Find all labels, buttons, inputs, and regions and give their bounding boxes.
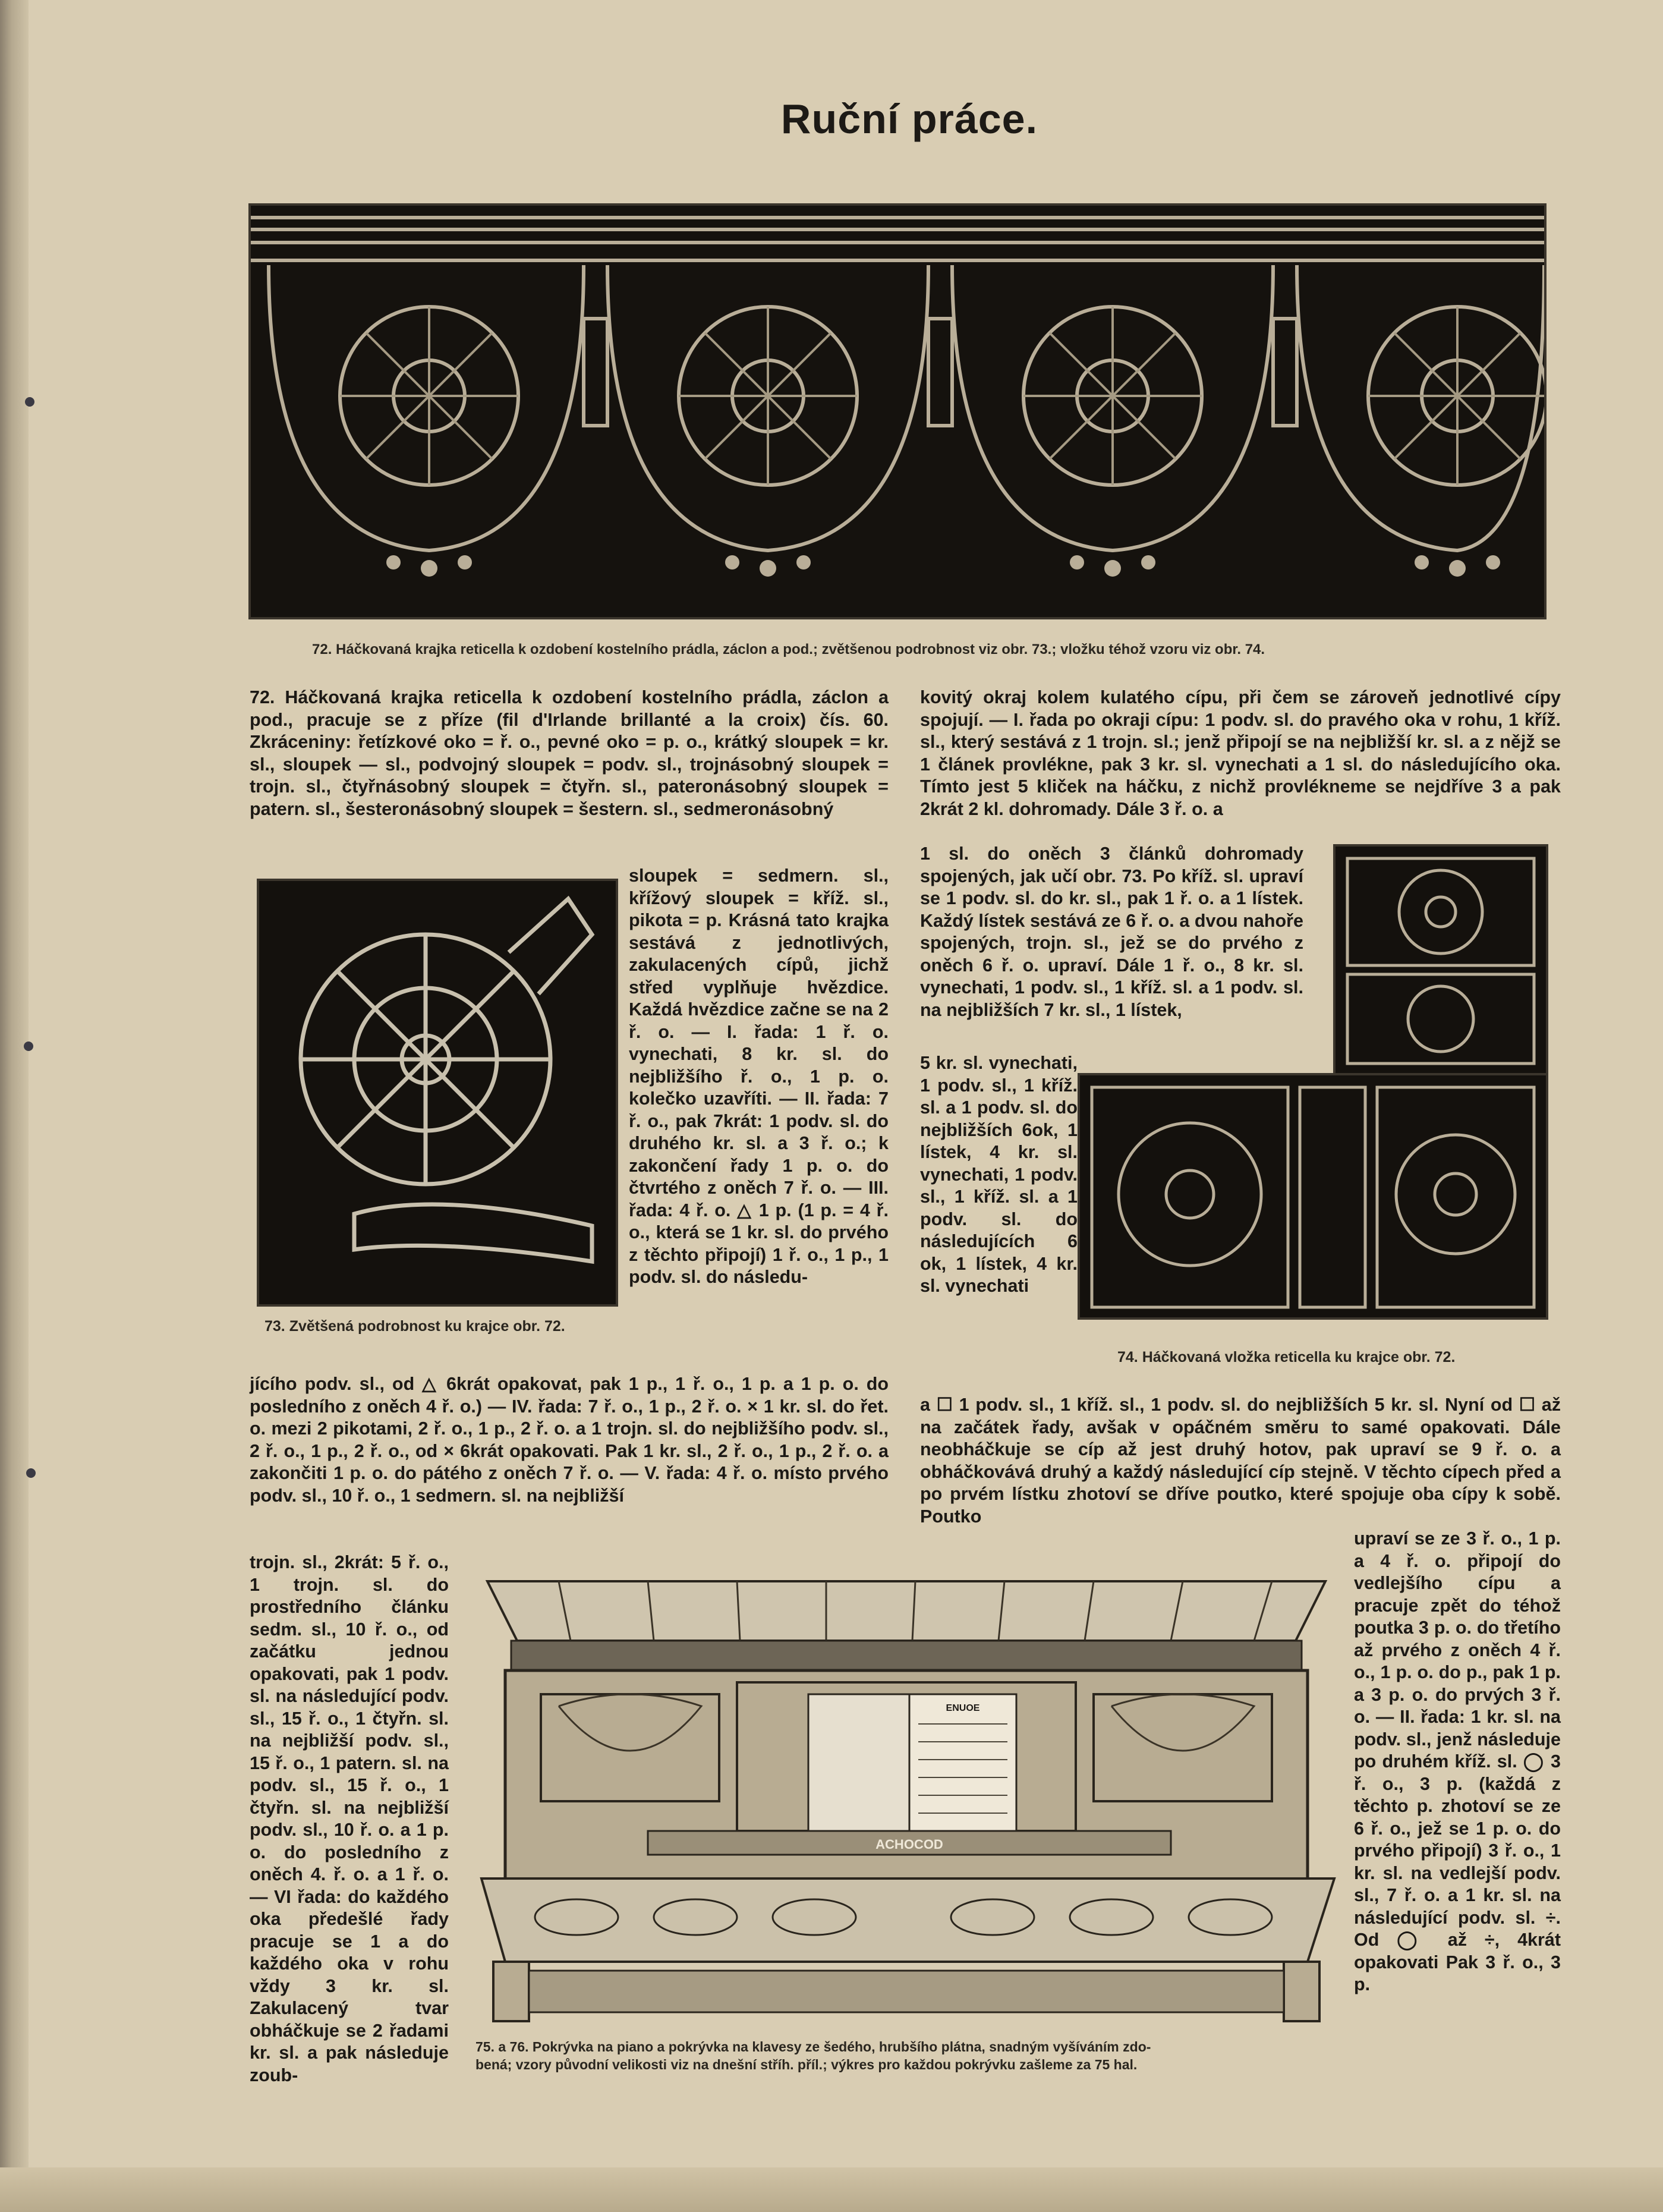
- text-right-mid2: 5 kr. sl. vynechati, 1 podv. sl., 1 kříž. sl. a 1 podv. sl. do nejbližších 6ok, 1 lístek, 4 kr. sl. vynechati, 1 podv. sl., 1 kříž. sl. a 1 podv. sl. do následujících 6 ok, 1 lístek, 4 kr. sl. vynechati: [920, 1053, 1078, 1296]
- text-intro: 72. Háčkovaná krajka reticella k ozdobení kostelního prádla, záclon a pod., pracuje se z příze (fil d'Irlande brillanté a la croix) čís. 60. Zkráceniny: řetízkové oko = ř. o., pevné oko = p. o., krátký sloupek = kr. sl., sloupek — sl., podvojný sloupek = podv. sl., trojnásobný sloupek = trojn. sl., čtyřnásobný sloupek = čtyřn. sl., pateronásobný sloupek = patern. sl., šesteronásobný sloupek = šestern. sl., sedmeronásobný: [250, 687, 889, 819]
- caption-fig75-76-line1: 75. a 76. Pokrývka na piano a pokrývka na klavesy ze šedého, hrubšího plátna, snadným vyšíváním zdo-: [475, 2039, 1151, 2054]
- margin-mark: [24, 1042, 33, 1051]
- music-sheet-label: ENUOE: [946, 1703, 980, 1713]
- text-right-bottom: upraví se ze 3 ř. o., 1 p. a 4 ř. o. připojí do vedlejšího cípu a pracuje zpět do téhož poutka 3 p. o. do třetího až prvého z oněch 4 ř. o., 1 p. o. do p., pak 1 p. a 3 p. o. do prvých 3 ř. o. — II. řada: 1 kr. sl. na podv. sl., jenž následuje po druhém kříž. sl. ◯ 3 ř. o., 3 p. (každá z těchto p. zhotoví se ze 6 ř. o., jež se 1 p. o. do prvého připojí) 3 ř. o., 1 kr. sl. na vedlejší podv. sl., 7 ř. o. a 1 kr. sl. na následující podv. sl. ÷. Od ◯ až ÷, 4krát opakovati Pak 3 ř. o., 3 p.: [1354, 1528, 1561, 1994]
- fallboard-label: ACHOCOD: [875, 1837, 943, 1852]
- text-right-full: a ☐ 1 podv. sl., 1 kříž. sl., 1 podv. sl. do nejbližších 5 kr. sl. Nyní od ☐ až na začátek řady, avšak v opáčném směru to samé opakovati. Dále neobháčkuje se cíp až jest druhý hotov, pak upraví se 9 ř. o. a obháčkovává druhý a každý následující cíp stejně. V těchto cípech před a po prvém lístku zhotoví se dříve poutko, které spojuje oba cípy k sobě. Poutko: [920, 1395, 1561, 1527]
- figure-74-inset-upper: [1333, 844, 1548, 1076]
- figure-72-lace-strip: [248, 203, 1547, 619]
- text-left-full: jícího podv. sl., od △ 6krát opakovat, pak 1 p., 1 ř. o., 1 p. a 1 p. o. do posledního z oněch 4 ř. o.) — IV. řada: 7 ř. o., 1 p., 2 ř. o. × 1 kr. sl. do řet. o. mezi 2 pikotami, 2 ř. o., 1 p., 2 ř. o. a 1 trojn. sl. do nejbližšího podv. sl., 2 ř. o., 1 p., 2 ř. o., od × 6krát opakovati. Pak 1 kr. sl., 2 ř. o., 1 p., 2 ř. o. a zakončiti 1 p. o. do pátého z oněch 7 ř. o. — V. řada: 4 ř. o. místo prvého podv. sl., 10 ř. o., 1 sedmern. sl. na nejbližší: [250, 1374, 889, 1506]
- margin-mark: [26, 1468, 36, 1478]
- caption-fig73: 73. Zvětšená podrobnost ku krajce obr. 72.: [264, 1318, 565, 1335]
- inset-lower-illustration: [1080, 1075, 1546, 1317]
- book-spine-shadow: [0, 0, 29, 2212]
- margin-mark: [25, 397, 34, 407]
- caption-fig72: 72. Háčkovaná krajka reticella k ozdobení kostelního prádla, záclon a pod.; zvětšenou podrobnost viz obr. 73.; vložku téhož vzoru viz obr. 74.: [312, 641, 1265, 657]
- text-right-mid1: 1 sl. do oněch 3 článků dohromady spojených, jak učí obr. 73. Po kříž. sl. upraví se 1 podv. sl. do kr. sl., pak 1 ř. o. a 1 lístek. Každý lístek sestává ze 6 ř. o. a dvou nahoře spojených, trojn. sl., jež se do prvého z oněch 6 ř. o. upraví. Dále 1 ř. o., 8 kr. sl. vynechati, 1 podv. sl., 1 kříž. sl. a 1 podv. sl. na nejbližších 7 kr. sl., 1 lístek,: [920, 844, 1303, 1020]
- page-title: Ruční práce.: [780, 96, 1038, 142]
- figure-75-76-piano: [470, 1546, 1346, 2030]
- detail-illustration: [259, 881, 616, 1304]
- caption-fig74: 74. Háčkovaná vložka reticella ku krajce obr. 72.: [1117, 1349, 1456, 1365]
- lace-strip-illustration: [251, 206, 1544, 617]
- caption-fig75-76-line2: bená; vzory původní velikosti viz na dnešní stříh. příl.; výkres pro každou pokrývku zašleme za 75 hal.: [475, 2057, 1138, 2072]
- page-bottom-edge: [0, 2167, 1663, 2212]
- text-right-top: kovitý okraj kolem kulatého cípu, při čem se zároveň jednotlivé cípy spojují. — I. řada po okraji cípu: 1 podv. sl. do pravého oka v rohu, 1 kříž. sl., který sestává z 1 trojn. sl.; jenž připojí se na nejbližší kr. sl. a z nějž se 1 článek provlékne, pak 3 kr. sl. vynechati a 1 sl. do následujícího oka. Tímto jest 5 kliček na háčku, z nichž provlékneme se nejdříve 3 a pak 2krát 2 kl. dohromady. Dále 3 ř. o. a: [920, 687, 1561, 819]
- inset-upper-illustration: [1336, 847, 1546, 1074]
- text-left-bottom: trojn. sl., 2krát: 5 ř. o., 1 trojn. sl. do prostředního článku sedm. sl., 10 ř. o., od začátku jednou opakovati, pak 1 podv. sl. na následující podv. sl., 15 ř. o., 1 čtyřn. sl. na nejbližší podv. sl., 15 ř. o., 1 patern. sl. na podv. sl., 15 ř. o., 1 čtyřn. sl. na nejbližší podv. sl., 10 ř. o. a 1 p. o. do posledního z oněch 4. ř. o. a 1 ř. o. — VI řada: do každého oka předešlé řady pracuje se 1 a do každého oka v rohu vždy 3 kr. sl. Zakulacený tvar obháčkuje se 2 řadami kr. sl. a pak následuje zoub-: [250, 1552, 449, 2085]
- figure-73-detail: [257, 879, 618, 1307]
- figure-74-inset-lower: [1078, 1073, 1548, 1320]
- text-narrow-column: sloupek = sedmern. sl., křížový sloupek = kříž. sl., pikota = p. Krásná tato krajka sestává z jednotlivých, zakulacených cípů, jichž střed vyplňuje hvězdice. Každá hvězdice začne se na 2 ř. o. — I. řada: 1 ř. o. vynechati, 8 kr. sl. do nejbližšího ř. o., 1 p. o. kolečko uzavříti. — II. řada: 7 ř. o., pak 7krát: 1 podv. sl. do druhého kr. sl. a 3 ř. o.; k zakončení řady 1 p. o. do čtvrtého z oněch 7 ř. o. — III. řada: 4 ř. o. △ 1 p. (1 p. = 4 ř. o., která se 1 kr. sl. do prvého z těchto připojí) 1 ř. o., 1 p., 1 podv. sl. do následu-: [629, 866, 889, 1287]
- piano-illustration: [470, 1546, 1346, 2030]
